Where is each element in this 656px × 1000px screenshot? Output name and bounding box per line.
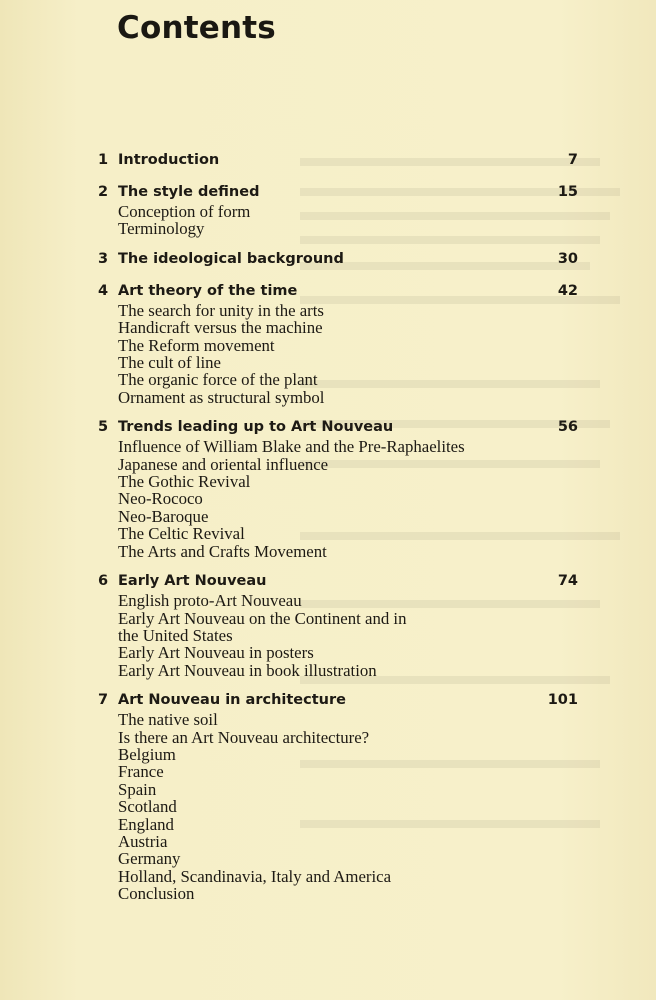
page-title: Contents [117,10,276,46]
section-title: Neo-Baroque [118,506,209,526]
chapter-title: Art Nouveau in architecture [118,692,346,709]
section-list [0,203,656,238]
chapter-number: 1 [98,152,109,168]
chapter-title: Introduction [118,152,220,168]
chapter-page-number: 101 [547,692,578,709]
chapter-page-number: 30 [557,250,578,267]
section-title: Neo-Rococo [118,489,203,509]
section-list [0,711,656,902]
section-title: Is there an Art Nouveau architecture? [118,727,370,747]
section-title: Holland, Scandinavia, Italy and America [118,866,392,886]
section-title: The Reform movement [118,335,275,355]
section-title: The Arts and Crafts Movement [118,541,327,561]
chapter-number: 7 [98,692,109,709]
chapter-heading [0,690,656,711]
toc-chapter [0,281,656,406]
toc-chapter [0,182,656,238]
chapter-title: The style defined [118,184,260,200]
section-title: Early Art Nouveau on the Continent and in [118,608,407,628]
section-list [0,438,656,560]
chapter-title: Trends leading up to Art Nouveau [118,419,394,436]
section-title: Early Art Nouveau in book illustration [118,660,377,680]
chapter-page-number: 74 [557,573,578,590]
section-title: The Gothic Revival [118,472,251,492]
chapter-number: 4 [98,282,109,299]
section-title: The search for unity in the arts [118,300,324,320]
chapter-heading [0,150,656,171]
section-title: The native soil [118,710,218,730]
chapter-heading [0,281,656,302]
section-title: Early Art Nouveau in posters [118,643,314,663]
chapter-heading [0,249,656,270]
chapter-page-number: 15 [557,184,578,200]
section-title: Belgium [118,744,176,764]
section-title: Scotland [118,797,177,817]
section-title: Spain [118,779,157,799]
section-title: the United States [118,625,233,645]
section-title: France [118,762,164,782]
section-title: Handicraft versus the machine [118,318,323,338]
section-title: The organic force of the plant [118,370,318,390]
section-title: England [118,814,174,834]
toc-chapter [0,690,656,902]
chapter-title: The ideological background [118,250,344,267]
chapter-heading [0,571,656,592]
section-title: Terminology [118,219,205,239]
section-title: The cult of line [118,353,221,373]
section-title: Japanese and oriental influence [118,454,329,474]
toc-chapter [0,571,656,679]
chapter-heading [0,417,656,438]
section-list [0,302,656,406]
chapter-number: 6 [98,573,109,590]
toc-chapter [0,150,656,171]
toc-chapter [0,249,656,270]
table-of-contents [0,150,656,914]
section-title: Influence of William Blake and the Pre-Raphaelites [118,437,465,457]
chapter-number: 5 [98,419,109,436]
chapter-title: Early Art Nouveau [118,573,267,590]
chapter-title: Art theory of the time [118,282,298,299]
chapter-number: 3 [98,250,109,267]
chapter-heading [0,182,656,203]
section-title: Austria [118,831,168,851]
section-title: Germany [118,849,181,869]
section-title: Ornament as structural symbol [118,387,325,407]
section-list [0,592,656,679]
section-title: English proto-Art Nouveau [118,591,302,611]
chapter-number: 2 [98,184,109,200]
section-title: The Celtic Revival [118,524,245,544]
section-title: Conclusion [118,884,195,904]
section-title: Conception of form [118,202,251,221]
chapter-page-number: 56 [557,419,578,436]
chapter-page-number: 7 [567,152,578,168]
chapter-page-number: 42 [557,282,578,299]
toc-chapter [0,417,656,560]
